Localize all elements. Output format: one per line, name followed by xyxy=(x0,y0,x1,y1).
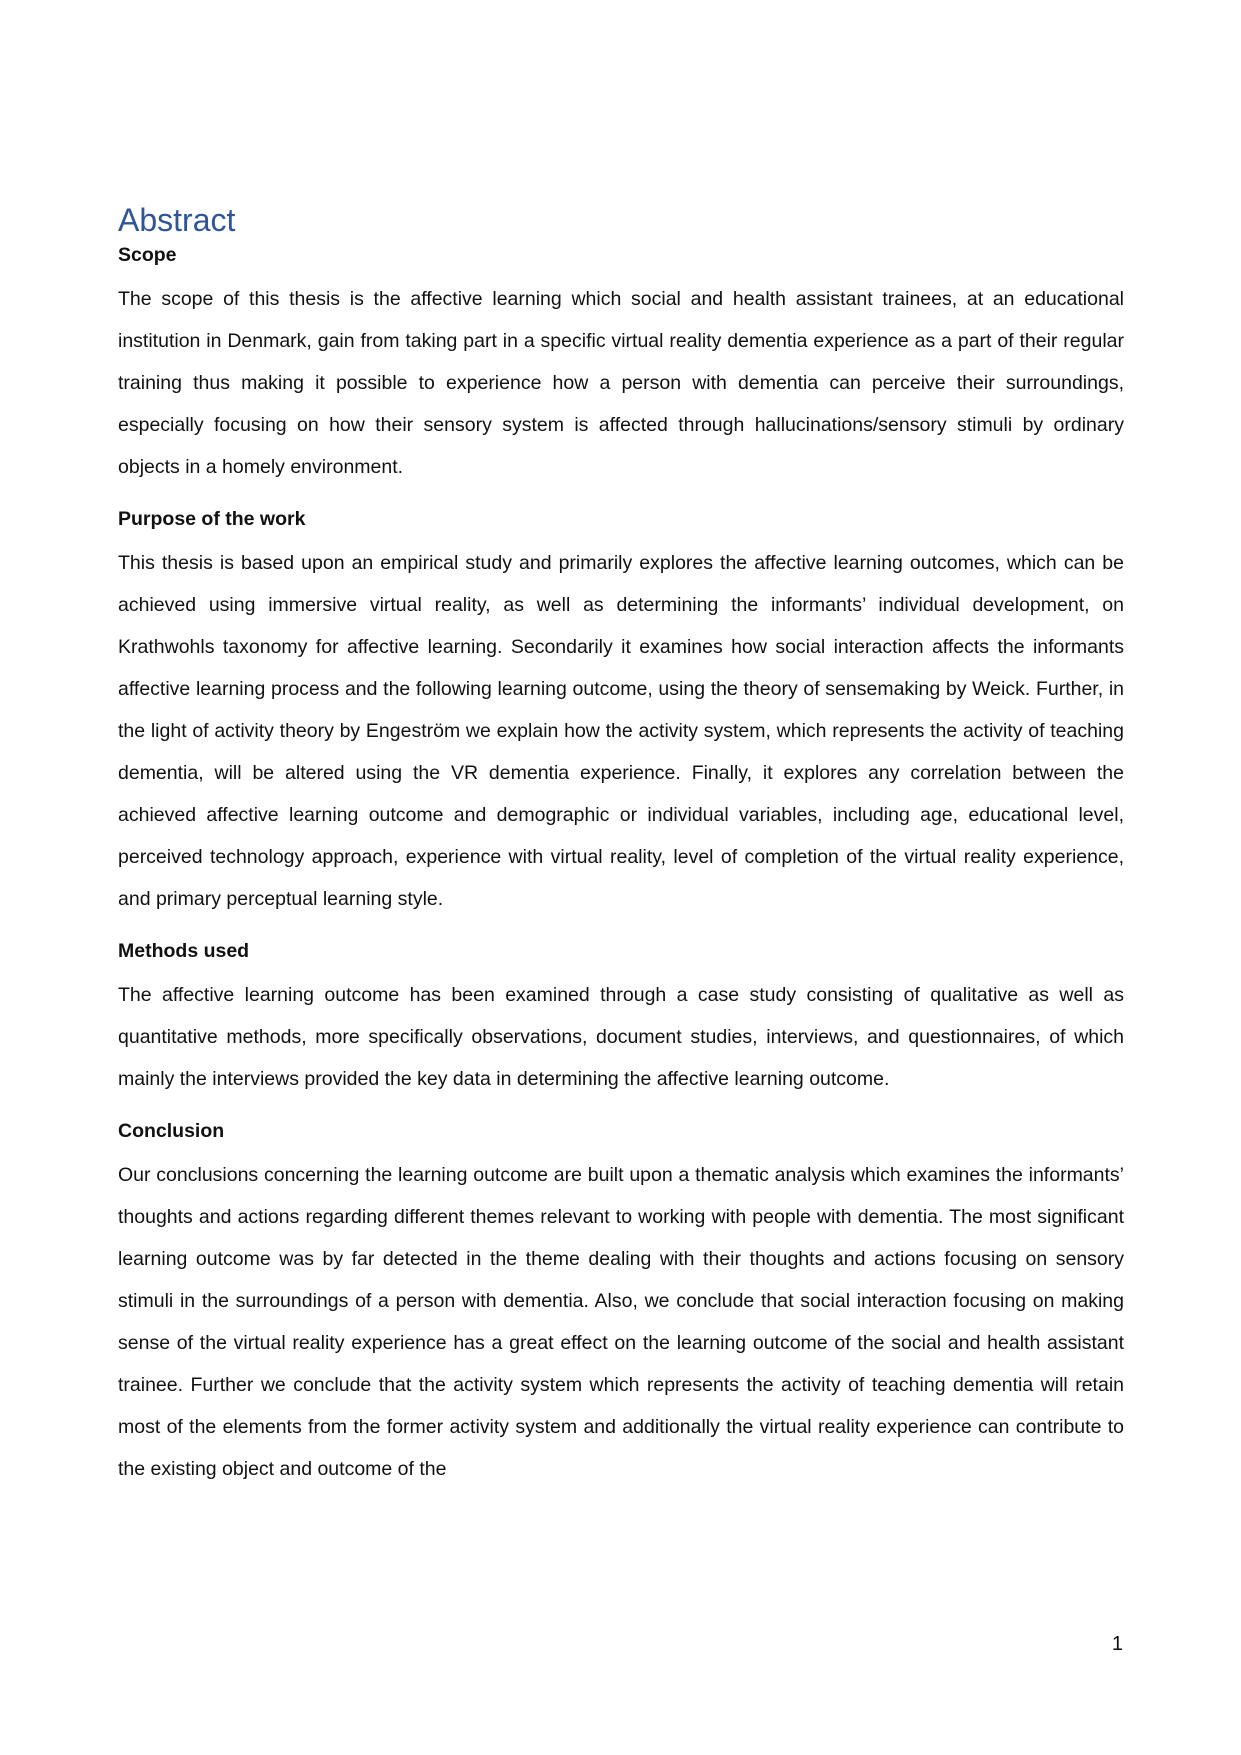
section-methods xyxy=(118,936,1124,1100)
section-scope xyxy=(118,240,1124,488)
section-text-purpose: This thesis is based upon an empirical study and primarily explores the affective learning outcomes, which can be achieved using immersive virtual reality, as well as determining the informants’ individual development, on Krathwohls taxonomy for affective learning. Secondarily it examines how social interaction affects the informants affective learning process and the following learning outcome, using the theory of sensemaking by Weick. Further, in the light of activity theory by Engeström we explain how the activity system, which represents the activity of teaching dementia, will be altered using the VR dementia experience. Finally, it explores any correlation between the achieved affective learning outcome and demographic or individual variables, including age, educational level, perceived technology approach, experience with virtual reality, level of completion of the virtual reality experience, and primary perceptual learning style. xyxy=(118,552,1124,910)
section-text-methods: The affective learning outcome has been examined through a case study consisting of qualitative as well as quantitative methods, more specifically observations, document studies, interviews, and questionnaires, of which mainly the interviews provided the key data in determining the affective learning outcome. xyxy=(118,984,1124,1090)
section-text-conclusion: Our conclusions concerning the learning outcome are built upon a thematic analysis which examines the informants’ thoughts and actions regarding different themes relevant to working with people with dementia. The most significant learning outcome was by far detected in the theme dealing with their thoughts and actions focusing on sensory stimuli in the surroundings of a person with dementia. Also, we conclude that social interaction focusing on making sense of the virtual reality experience has a great effect on the learning outcome of the social and health assistant trainee. Further we conclude that the activity system which represents the activity of teaching dementia will retain most of the elements from the former activity system and additionally the virtual reality experience can contribute to the existing object and outcome of the xyxy=(118,1164,1124,1480)
section-title-purpose: Purpose of the work xyxy=(118,508,306,530)
section-conclusion xyxy=(118,1116,1124,1490)
section-title-methods: Methods used xyxy=(118,940,250,962)
abstract-content xyxy=(118,200,1124,1490)
section-purpose xyxy=(118,504,1124,920)
page-number: 1 xyxy=(1111,1633,1123,1655)
section-text-scope: The scope of this thesis is the affective learning which social and health assistant trainees, at an educational institution in Denmark, gain from taking part in a specific virtual reality dementia experience as a part of their regular training thus making it possible to experience how a person with dementia can perceive their surroundings, especially focusing on how their sensory system is affected through hallucinations/sensory stimuli by ordinary objects in a homely environment. xyxy=(118,288,1124,478)
section-title-scope: Scope xyxy=(118,244,177,266)
page-title: Abstract xyxy=(118,202,236,238)
section-title-conclusion: Conclusion xyxy=(118,1120,225,1142)
